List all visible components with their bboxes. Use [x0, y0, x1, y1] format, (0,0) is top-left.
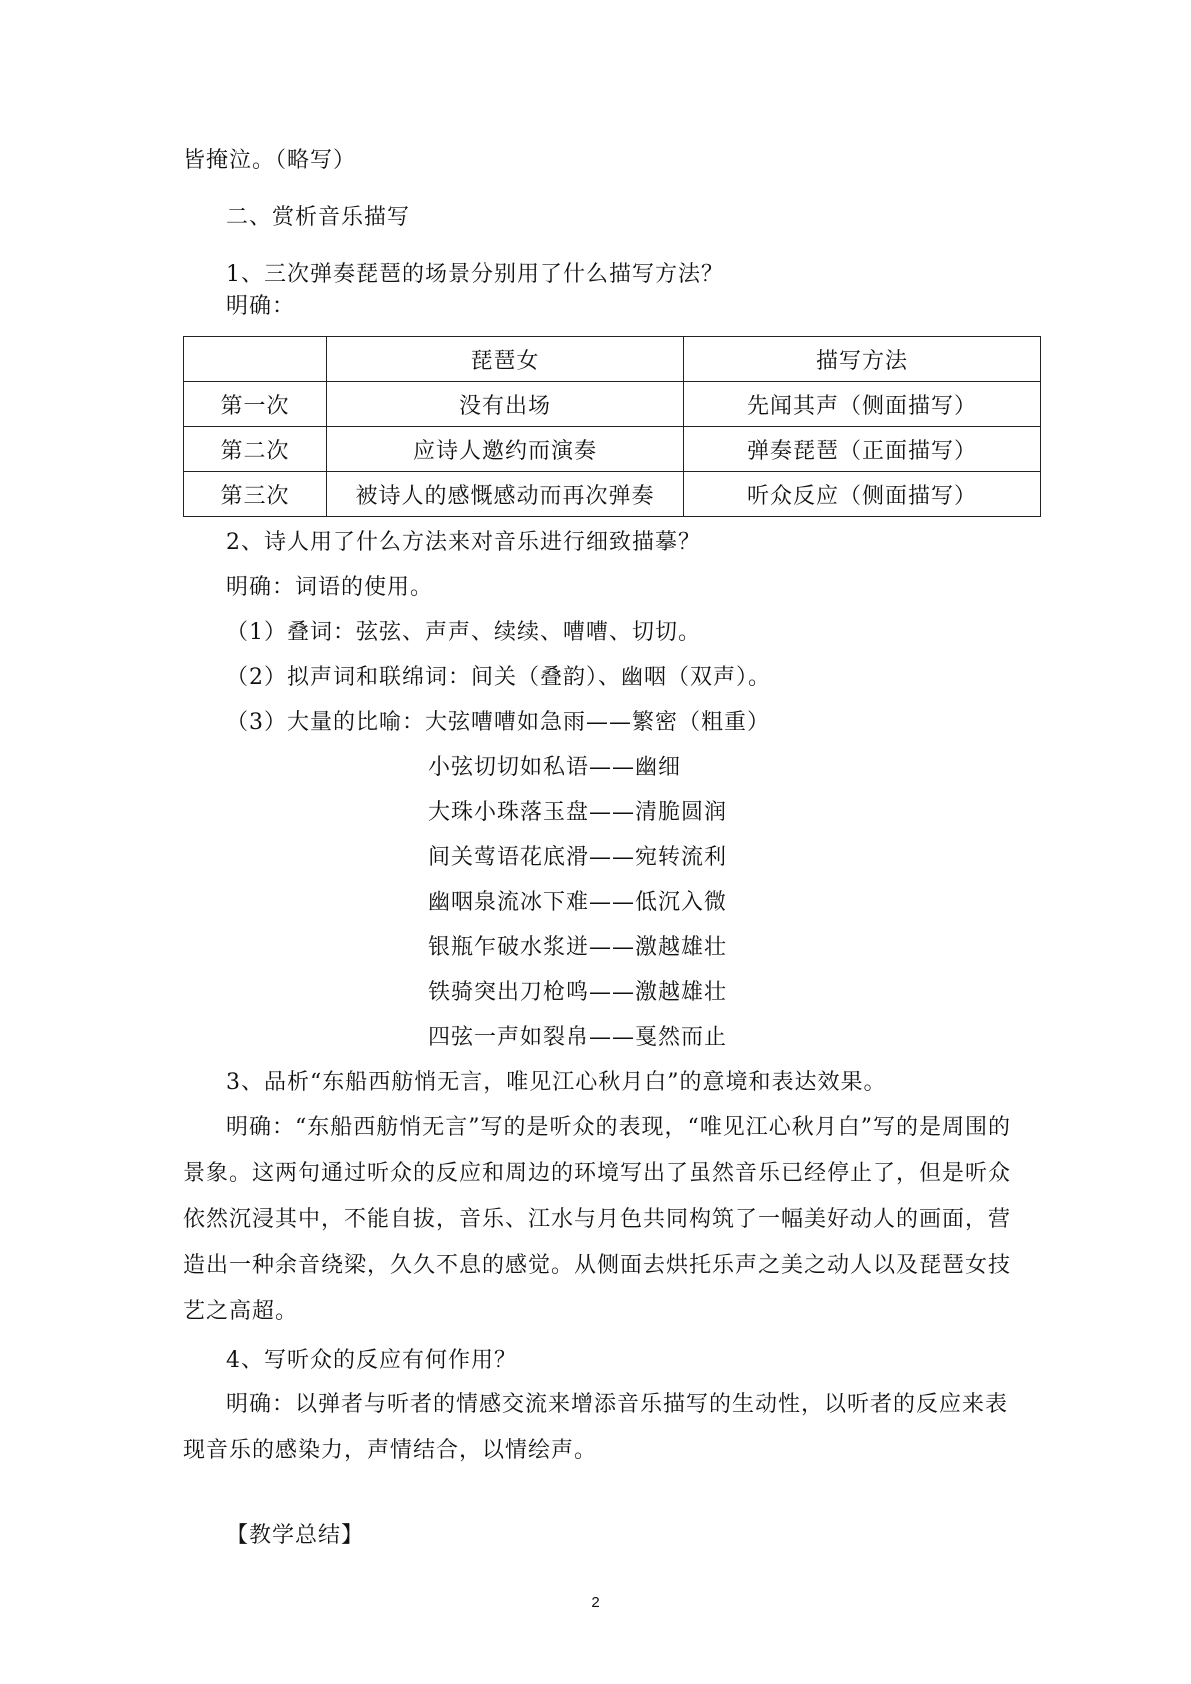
- metaphor-line: 幽咽泉流冰下难——低沉入微: [428, 890, 728, 915]
- question-4: 4、写听众的反应有何作用？: [226, 1348, 517, 1373]
- list-item: （1）叠词：弦弦、声声、续续、嘈嘈、切切。: [226, 620, 701, 645]
- table-header-row: [184, 337, 1041, 382]
- question-1-answer: 明确：: [226, 294, 296, 319]
- metaphor-line: 间关莺语花底滑——宛转流利: [428, 845, 728, 870]
- table-cell: 听众反应（侧面描写）: [684, 472, 1041, 517]
- table-cell: 第一次: [184, 382, 327, 427]
- list-item: （3）大量的比喻：大弦嘈嘈如急雨——繁密（粗重）: [226, 710, 770, 735]
- table-header-cell: [184, 337, 327, 382]
- list-item: （2）拟声词和联绵词：间关（叠韵）、幽咽（双声）。: [226, 665, 771, 690]
- question-3: 3、品析“东船西舫悄无言，唯见江心秋月白”的意境和表达效果。: [226, 1070, 887, 1095]
- teaching-summary-heading: 【教学总结】: [226, 1523, 365, 1548]
- table-header-cell: 琵琶女: [327, 337, 684, 382]
- table-row: [184, 427, 1041, 472]
- table-header-cell: 描写方法: [684, 337, 1041, 382]
- metaphor-line: 小弦切切如私语——幽细: [428, 755, 682, 780]
- metaphor-line: 银瓶乍破水浆迸——激越雄壮: [428, 935, 728, 960]
- question-2-answer: 明确：词语的使用。: [226, 575, 434, 600]
- question-4-answer: 明确：以弹者与听者的情感交流来增添音乐描写的生动性，以听者的反应来表现音乐的感染力，声情结合，以情绘声。: [183, 1392, 1009, 1463]
- table-row: [184, 472, 1041, 517]
- question-2: 2、诗人用了什么方法来对音乐进行细致描摹？: [226, 530, 701, 555]
- table-cell: 第三次: [184, 472, 327, 517]
- description-methods-table: [183, 336, 1041, 517]
- question-3-answer: 明确：“东船西舫悄无言”写的是听众的表现，“唯见江心秋月白”写的是周围的景象。这两句通过听众的反应和周边的环境写出了虽然音乐已经停止了，但是听众依然沉浸其中，不能自拔，音乐、江水与月色共同构筑了一幅美好动人的画面，营造出一种余音绕梁，久久不息的感觉。从侧面去烘托乐声之美之动人以及琵琶女技艺之高超。: [183, 1115, 1012, 1324]
- page-number: 2: [591, 1594, 600, 1611]
- paragraph-continuation: 皆掩泣。（略写）: [183, 148, 357, 173]
- table-row: [184, 382, 1041, 427]
- table-cell: 没有出场: [327, 382, 684, 427]
- table-cell: 第二次: [184, 427, 327, 472]
- metaphor-line: 四弦一声如裂帛——戛然而止: [428, 1025, 728, 1050]
- table-cell: 弹奏琵琶（正面描写）: [684, 427, 1041, 472]
- metaphor-line: 大珠小珠落玉盘——清脆圆润: [428, 800, 728, 825]
- question-1: 1、三次弹奏琵琶的场景分别用了什么描写方法？: [226, 262, 724, 287]
- table-cell: 被诗人的感慨感动而再次弹奏: [327, 472, 684, 517]
- section-heading-music: 二、赏析音乐描写: [226, 205, 411, 230]
- table-cell: 应诗人邀约而演奏: [327, 427, 684, 472]
- table-cell: 先闻其声（侧面描写）: [684, 382, 1041, 427]
- metaphor-line: 铁骑突出刀枪鸣——激越雄壮: [428, 980, 728, 1005]
